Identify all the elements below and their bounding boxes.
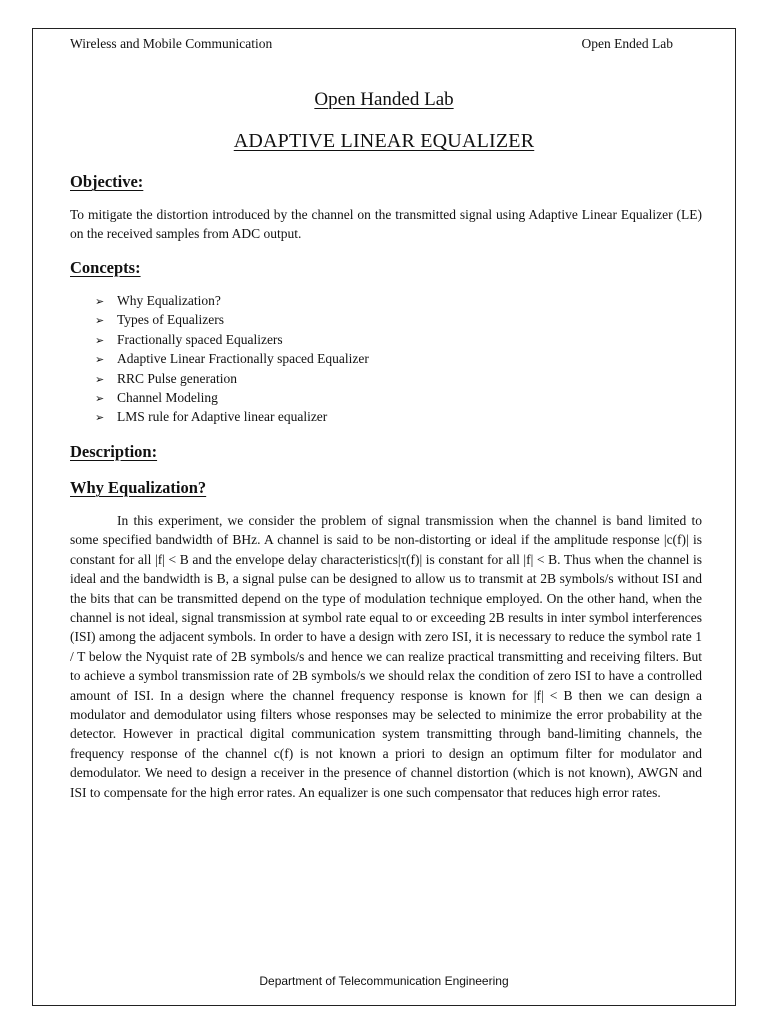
concept-list-item (95, 349, 369, 368)
header-lab-type: Open Ended Lab (581, 36, 673, 51)
header-course-title: Wireless and Mobile Communication (70, 36, 273, 51)
objective-text: To mitigate the distortion introduced by the channel on the transmitted signal using Adaptive Linear Equalizer (LE) on the received samples from ADC output. (70, 207, 702, 242)
description-text: In this experiment, we consider the problem of signal transmission when the channel is band limited to some specified bandwidth of BHz. A channel is said to be non-distorting or ideal if the amplitude response |c(f)| is constant for all |f| < B and the envelope delay characteristics|τ(f)| is constant for all |f| < B. Thus when the channel is ideal and the bandwidth is B, a signal pulse can be designed to allow us to transmit at 2B symbols/s without ISI and the bits that can be transmitted depend on the type of modulation technique employed. On the other hand, when the channel is not ideal, signal transmission at symbol rate equal to or exceeding 2B results in inter symbol interferences (ISI) among the adjacent symbols. In order to have a design with zero ISI, it is necessary to reduce the symbol rate 1 / T below the Nyquist rate of 2B symbols/s and hence we can realize practical transmitting and receiving filters. But to achieve a symbol transmission rate of 2B symbols/s we should relax the condition of zero ISI to have a controlled amount of ISI. In a design where the channel frequency response is known for |f| < B then we can design a modulator and demodulator using filters whose responses may be selected to minimize the error probability at the detector. However in practical digital communication system transmitting through band-limiting channels, the frequency response of the channel c(f) is not known a priori to design an optimum filter for modulator and demodulator. We need to design a receiver in the presence of channel distortion (which is not known), AWGN and ISI to compensate for the high error rates. An equalizer is one such compensator that reduces high error rates. (70, 513, 702, 800)
lab-title: Open Handed Lab (314, 89, 454, 110)
concepts-list (95, 291, 369, 427)
concept-label: LMS rule for Adaptive linear equalizer (117, 409, 328, 425)
arrow-bullet-icon: ➢ (95, 372, 105, 386)
concept-label: RRC Pulse generation (117, 370, 237, 386)
description-heading: Description: (70, 442, 158, 461)
concepts-heading: Concepts: (70, 258, 141, 277)
arrow-bullet-icon: ➢ (95, 333, 105, 347)
why-equalization-heading: Why Equalization? (70, 478, 207, 497)
arrow-bullet-icon: ➢ (95, 391, 105, 405)
concept-label: Channel Modeling (117, 389, 218, 405)
concept-label: Why Equalization? (117, 293, 221, 308)
concept-label: Fractionally spaced Equalizers (117, 331, 283, 347)
objective-heading: Objective: (70, 172, 144, 191)
experiment-title: ADAPTIVE LINEAR EQUALIZER (233, 130, 535, 152)
concept-list-item (95, 369, 369, 388)
concept-label: Adaptive Linear Fractionally spaced Equalizer (117, 351, 369, 367)
concept-list-item (95, 310, 369, 329)
arrow-bullet-icon: ➢ (95, 411, 105, 425)
concept-list-item (95, 291, 369, 310)
arrow-bullet-icon: ➢ (95, 295, 105, 308)
arrow-bullet-icon: ➢ (95, 353, 105, 367)
concept-list-item (95, 407, 369, 426)
concept-label: Types of Equalizers (117, 312, 225, 328)
footer-department: Department of Telecommunication Engineering (259, 974, 509, 988)
arrow-bullet-icon: ➢ (95, 314, 105, 328)
concept-list-item (95, 388, 369, 407)
concept-list-item (95, 330, 369, 349)
